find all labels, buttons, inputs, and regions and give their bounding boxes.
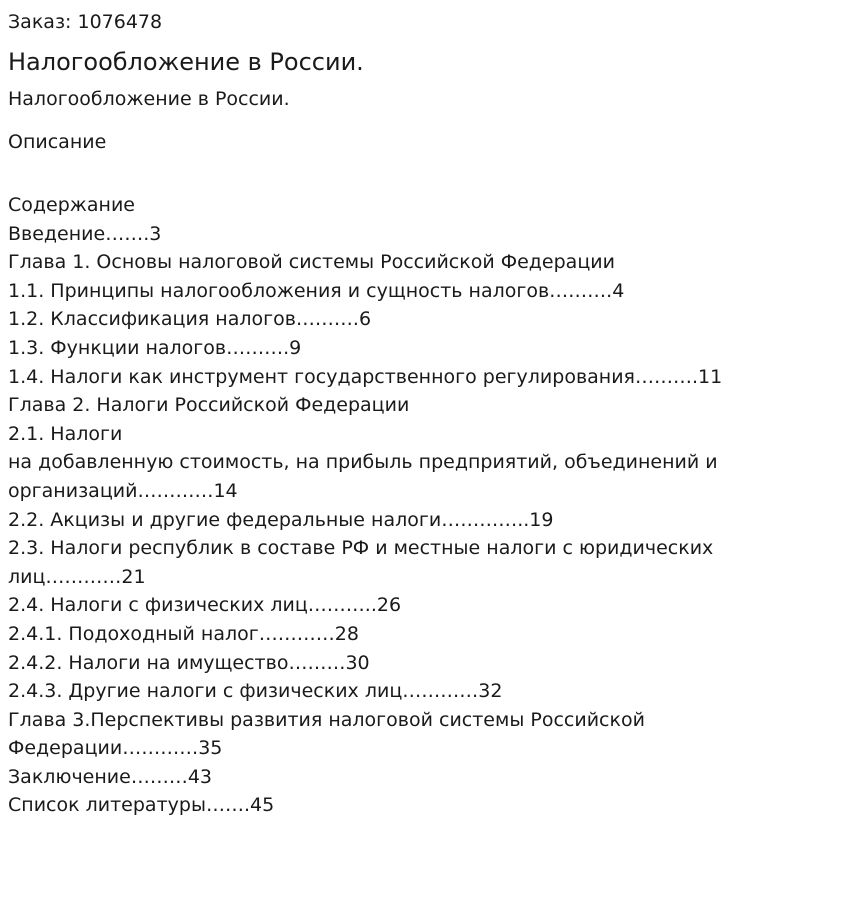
page-subtitle: Налогообложение в России. [8, 88, 290, 110]
page-title: Налогообложение в России. [8, 48, 364, 76]
toc-line: 2.3. Налоги республик в составе РФ и местные налоги с юридических [8, 537, 714, 560]
toc-line: на добавленную стоимость, на прибыль предприятий, объединений и [8, 451, 718, 474]
toc-line: Глава 2. Налоги Российской Федерации [8, 394, 410, 417]
order-number: Заказ: 1076478 [8, 11, 163, 33]
toc-line: Введение…….3 [8, 222, 162, 245]
toc-line: 2.4. Налоги с физических лиц………..26 [8, 594, 402, 617]
toc-line: 1.3. Функции налогов……….9 [8, 336, 302, 359]
toc-line: лиц…………21 [8, 565, 146, 588]
toc-line: Заключение………43 [8, 765, 212, 788]
toc-heading: Содержание [8, 194, 135, 216]
toc-line: Глава 3.Перспективы развития налоговой системы Российской [8, 708, 645, 731]
toc-line: 1.4. Налоги как инструмент государственного регулирования……….11 [8, 365, 723, 388]
toc-line: 2.1. Налоги [8, 422, 123, 445]
toc-line: 1.2. Классификация налогов……….6 [8, 308, 372, 331]
table-of-contents [8, 191, 839, 820]
toc-line: 2.4.3. Другие налоги с физических лиц…………32 [8, 680, 503, 703]
toc-line: 2.4.2. Налоги на имущество………30 [8, 651, 370, 674]
description-heading: Описание [8, 131, 107, 153]
toc-line: организаций…………14 [8, 479, 238, 502]
toc-line: 2.4.1. Подоходный налог…………28 [8, 622, 359, 645]
toc-line: Список литературы…….45 [8, 794, 275, 817]
toc-line: 1.1. Принципы налогообложения и сущность налогов……….4 [8, 279, 625, 302]
toc-line: Глава 1. Основы налоговой системы Российской Федерации [8, 251, 615, 274]
toc-line: 2.2. Акцизы и другие федеральные налоги…………..19 [8, 508, 554, 531]
toc-line: Федерации…………35 [8, 737, 223, 760]
